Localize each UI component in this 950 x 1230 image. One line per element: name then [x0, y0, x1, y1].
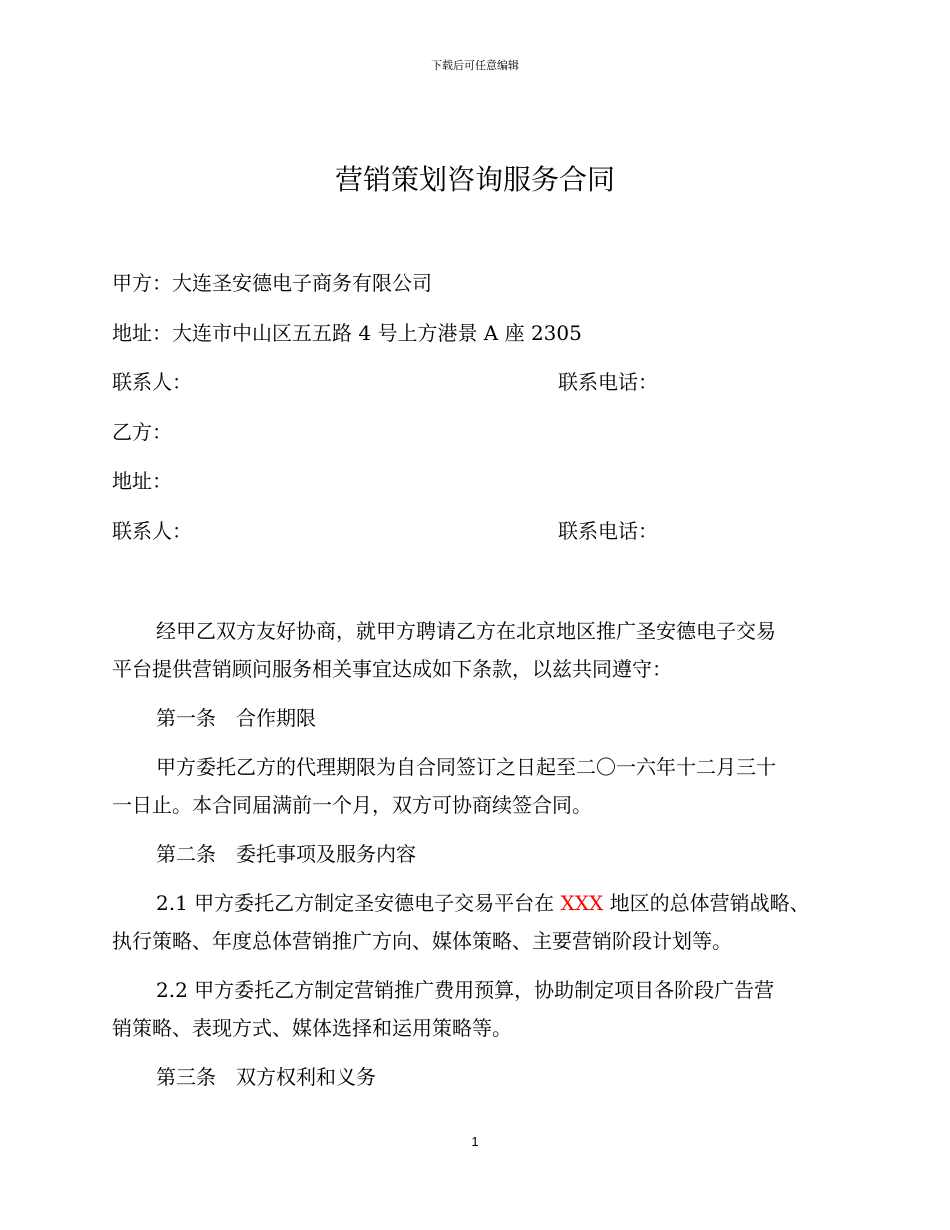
- page-number: 1: [471, 1134, 479, 1149]
- party-b-name: 乙方：: [112, 420, 172, 444]
- intro-line-1: 经甲乙双方友好协商，就甲方聘请乙方在北京地区推广圣安德电子交易: [156, 619, 776, 643]
- article-2-1-highlight: XXX: [560, 891, 604, 915]
- party-b-contact: 联系人：: [112, 519, 192, 543]
- article-2-heading: 第二条 委托事项及服务内容: [156, 842, 416, 866]
- article-2-1-line-1: [156, 888, 810, 918]
- party-b-address: 地址：: [112, 469, 172, 493]
- header-note: 下载后可任意编辑: [431, 59, 519, 72]
- article-2-2-line-1: 2.2 甲方委托乙方制定营销推广费用预算，协助制定项目各阶段广告营: [156, 978, 775, 1002]
- party-a-name: 甲方：大连圣安德电子商务有限公司: [112, 271, 432, 295]
- article-2-1-line-2: 执行策略、年度总体营销推广方向、媒体策略、主要营销阶段计划等。: [112, 929, 732, 953]
- intro-line-2: 平台提供营销顾问服务相关事宜达成如下条款，以兹共同遵守：: [112, 657, 672, 681]
- party-b-phone: 联系电话：: [558, 519, 658, 543]
- article-1-line-1: 甲方委托乙方的代理期限为自合同签订之日起至二〇一六年十二月三十: [156, 755, 776, 779]
- article-2-1-suffix: 地区的总体营销战略、: [603, 891, 810, 915]
- contract-title: 营销策划咨询服务合同: [334, 163, 615, 196]
- article-3-heading: 第三条 双方权利和义务: [156, 1065, 376, 1089]
- party-a-address: 地址：大连市中山区五五路 4 号上方港景 A 座 2305: [112, 321, 582, 345]
- article-1-heading: 第一条 合作期限: [156, 706, 316, 730]
- article-1-line-2: 一日止。本合同届满前一个月，双方可协商续签合同。: [112, 793, 592, 817]
- party-a-contact: 联系人：: [112, 370, 192, 394]
- party-a-phone: 联系电话：: [558, 370, 658, 394]
- article-2-2-line-2: 销策略、表现方式、媒体选择和运用策略等。: [112, 1016, 512, 1040]
- article-2-1-prefix: 2.1 甲方委托乙方制定圣安德电子交易平台在: [156, 891, 561, 915]
